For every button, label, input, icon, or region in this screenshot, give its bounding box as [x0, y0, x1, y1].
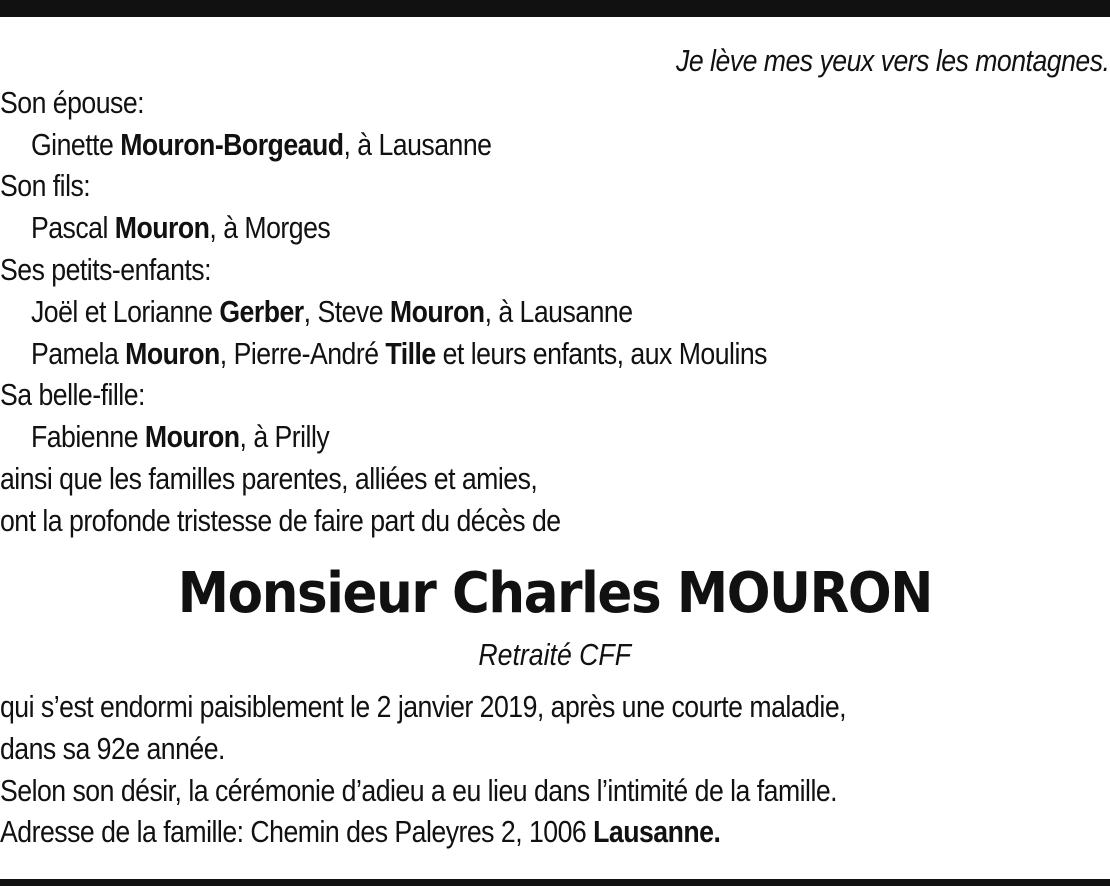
gc1-place: , à Lausanne — [484, 293, 633, 329]
bottom-rule — [0, 879, 1110, 886]
top-rule — [0, 0, 1110, 17]
details-line-2: dans sa 92e année. — [0, 730, 225, 766]
address-line — [0, 811, 1109, 853]
epigraph: Je lève mes yeux vers les montagnes. — [676, 43, 1110, 78]
address-prefix: Adresse de la famille: Chemin des Paleyres 2, 1006 — [0, 814, 587, 850]
spouse-label: Son épouse: — [0, 84, 145, 120]
grandchildren-label: Ses petits-enfants: — [0, 251, 212, 287]
details-line-1: qui s’est endormi paisiblement le 2 janvier 2019, après une courte maladie, — [0, 689, 847, 724]
gc1-mid: , Steve — [303, 293, 384, 329]
spouse-place: , à Lausanne — [343, 126, 492, 162]
daughter-in-law-entry — [0, 416, 1109, 458]
gc2-last2: Tille — [385, 335, 436, 371]
gc2-first: Pamela — [30, 335, 119, 371]
family-list — [0, 40, 1109, 542]
deceased-role: Retraité CFF — [478, 637, 632, 672]
grandchildren-entry-1 — [0, 291, 1109, 333]
spouse-last: Mouron-Borgeaud — [120, 126, 344, 162]
gc2-mid: , Pierre-André — [219, 335, 379, 371]
details-line-3: Selon son désir, la cérémonie d’adieu a eu lieu dans l’intimité de la famille. — [0, 772, 838, 808]
gc1-last2: Mouron — [389, 293, 485, 329]
gc1-first: Joël et Lorianne — [30, 293, 213, 329]
spouse-first: Ginette — [30, 126, 114, 162]
gc2-last: Mouron — [125, 335, 220, 371]
son-place: , à Morges — [209, 210, 331, 246]
deceased-name-container — [0, 560, 1110, 628]
daughter-in-law-label: Sa belle-fille: — [0, 377, 145, 413]
gc2-place: et leurs enfants, aux Moulins — [442, 335, 767, 371]
son-last: Mouron — [114, 210, 210, 246]
spouse-entry — [0, 124, 1109, 166]
dil-place: , à Prilly — [239, 419, 330, 455]
details-block — [0, 686, 1109, 853]
announcement-line: ont la profonde tristesse de faire part du décès de — [0, 502, 561, 538]
grandchildren-entry-2 — [0, 333, 1109, 375]
deceased-name: Monsieur Charles MOURON — [177, 561, 933, 626]
son-first: Pascal — [30, 210, 108, 246]
address-city: Lausanne. — [593, 814, 721, 850]
dil-last: Mouron — [144, 419, 240, 455]
son-label: Son fils: — [0, 168, 91, 204]
gc1-last: Gerber — [219, 293, 304, 329]
deceased-role-container — [0, 634, 1110, 676]
relatives-line: ainsi que les familles parentes, alliées et amies, — [0, 460, 538, 496]
son-entry — [0, 207, 1109, 249]
dil-first: Fabienne — [30, 419, 139, 455]
